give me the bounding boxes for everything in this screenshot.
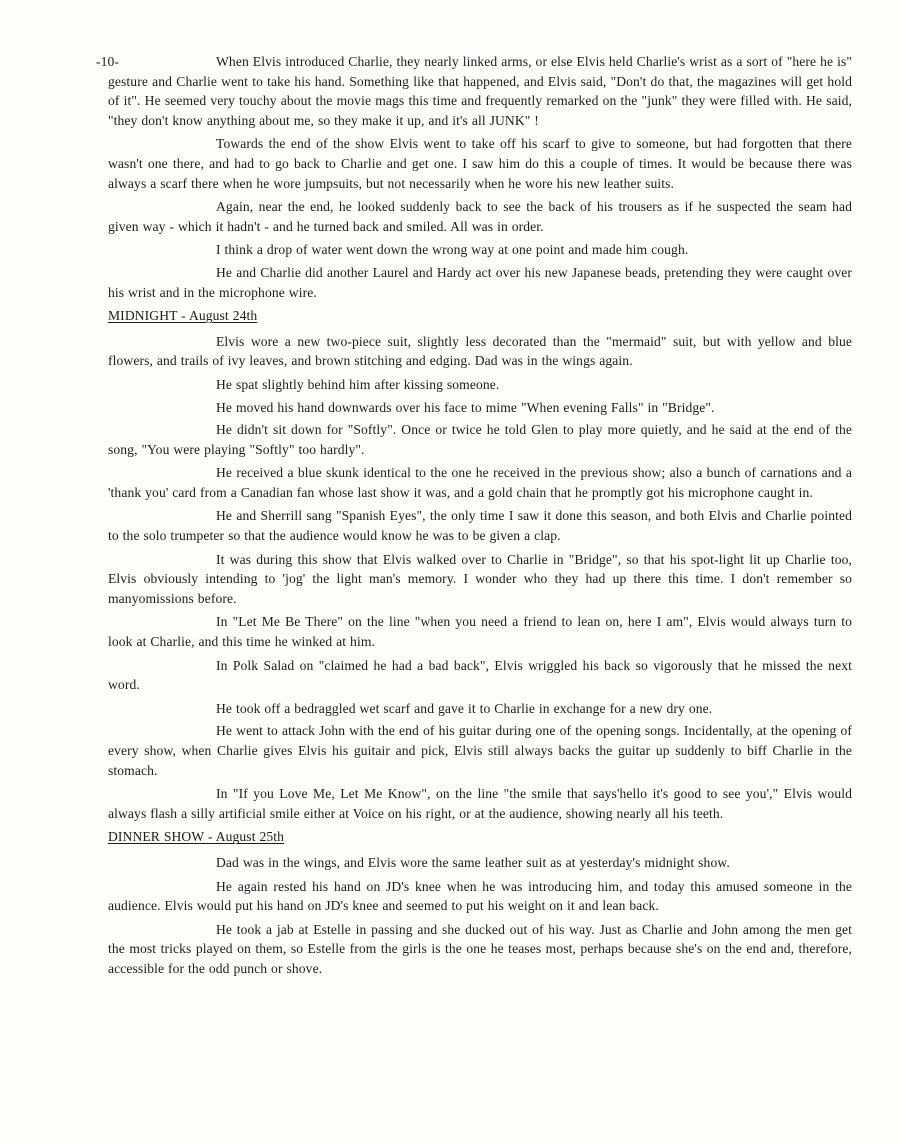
paragraph-midnight-softly: He didn't sit down for "Softly". Once or twice he told Glen to play more quietly, and he said at the end of the song, "You were playing "Softly" too hardly".: [108, 422, 852, 457]
paragraph-intro-trousers: Again, near the end, he looked suddenly back to see the back of his trousers as if he suspected the seam had given way - which it hadn't - and he turned back and smiled. All was in order.: [108, 199, 852, 234]
section-heading-midnight: MIDNIGHT - August 24th: [108, 308, 258, 324]
paragraph-midnight-scarf-exchange: He took off a bedraggled wet scarf and gave it to Charlie in exchange for a new dry one.: [216, 700, 713, 716]
paragraph-dinner-leather-suit: Dad was in the wings, and Elvis wore the same leather suit as at yesterday's midnight show.: [216, 854, 730, 870]
paragraph-intro-scarf: Towards the end of the show Elvis went to take off his scarf to give to someone, but had forgotten that there wasn't one there, and had to go back to Charlie and get one. I saw him do this a couple of times. It would be because there was always a scarf there when he wore jumpsuits, but not necessarily when he wore his new leather suits.: [108, 136, 852, 191]
paragraph-intro-cough: I think a drop of water went down the wrong way at one point and made him cough.: [216, 242, 689, 258]
paragraph-midnight-gifts: He received a blue skunk identical to the one he received in the previous show; also a bunch of carnations and a 'thank you' card from a Canadian fan whose last show it was, and a gold chain that he promptly got his microphone caught in.: [108, 465, 852, 500]
paragraph-midnight-polk-salad: In Polk Salad on "claimed he had a bad back", Elvis wriggled his back so vigorously that he missed the next word.: [108, 657, 852, 693]
paragraph-midnight-let-me-be-there: In "Let Me Be There" on the line "when you need a friend to lean on, here I am", Elvis would always turn to look at Charlie, and this time he winked at him.: [108, 614, 852, 650]
paragraph-dinner-jd-knee: He again rested his hand on JD's knee when he was introducing him, and today this amused someone in the audience. Elvis would put his hand on JD's knee and seemed to put his weight on it and lean back.: [108, 878, 852, 914]
paragraph-midnight-smile: In "If you Love Me, Let Me Know", on the line "the smile that says'hello it's good to see you'," Elvis would always flash a silly artificial smile either at Voice on his right, or at the audience, showing nearly all his teeth.: [108, 786, 852, 821]
paragraph-midnight-suit: Elvis wore a new two-piece suit, slightly less decorated than the "mermaid" suit, but with yellow and blue flowers, and trails of ivy leaves, and brown stitching and edging. Dad was in the wings again.: [108, 333, 852, 369]
paragraph-dinner-estelle: He took a jab at Estelle in passing and she ducked out of his way. Just as Charlie and John among the men get the most tricks played on them, so Estelle from the girls is the one he teases most, perhaps because she's on the end and, therefore, accessible for the odd punch or shove.: [108, 921, 852, 976]
paragraph-midnight-spanish-eyes: He and Sherrill sang "Spanish Eyes", the only time I saw it done this season, and both Elvis and Charlie pointed to the solo trumpeter so that the audience would know he was to be given a clap.: [108, 508, 852, 544]
paragraph-midnight-guitar: He went to attack John with the end of his guitar during one of the opening songs. Incidentally, at the opening of every show, when Charlie gives Elvis his guitair and pick, Elvis still always backs the guitar up suddenly to biff Charlie in the stomach.: [108, 723, 852, 778]
paragraph-midnight-mime: He moved his hand downwards over his face to mime "When evening Falls" in "Bridge".: [216, 399, 715, 415]
paragraph-midnight-spat: He spat slightly behind him after kissing someone.: [216, 376, 500, 392]
paragraph-midnight-spotlight: It was during this show that Elvis walked over to Charlie in "Bridge", so that his spot-light lit up Charlie too, Elvis obviously intending to 'jog' the light man's memory. I wonder who they had up there this time. I don't remember so manyomissions before.: [108, 551, 852, 606]
page-number: -10-: [96, 54, 120, 69]
section-heading-dinner-show: DINNER SHOW - August 25th: [108, 829, 285, 845]
paragraph-intro-charlie-introduction: When Elvis introduced Charlie, they nearly linked arms, or else Elvis held Charlie's wrist as a sort of "here he is" gesture and Charlie went to take his hand. Something like that happened, and Elvis said, "Don't do that, the magazines will get hold of it". He seemed very touchy about the movie mags this time and frequently remarked on the "junk" they were filled with. He said, "they don't know anything about me, so they make it up, and it's all JUNK" !: [108, 54, 852, 128]
paragraph-intro-beads: He and Charlie did another Laurel and Hardy act over his new Japanese beads, pretending they were caught over his wrist and in the microphone wire.: [108, 264, 852, 300]
